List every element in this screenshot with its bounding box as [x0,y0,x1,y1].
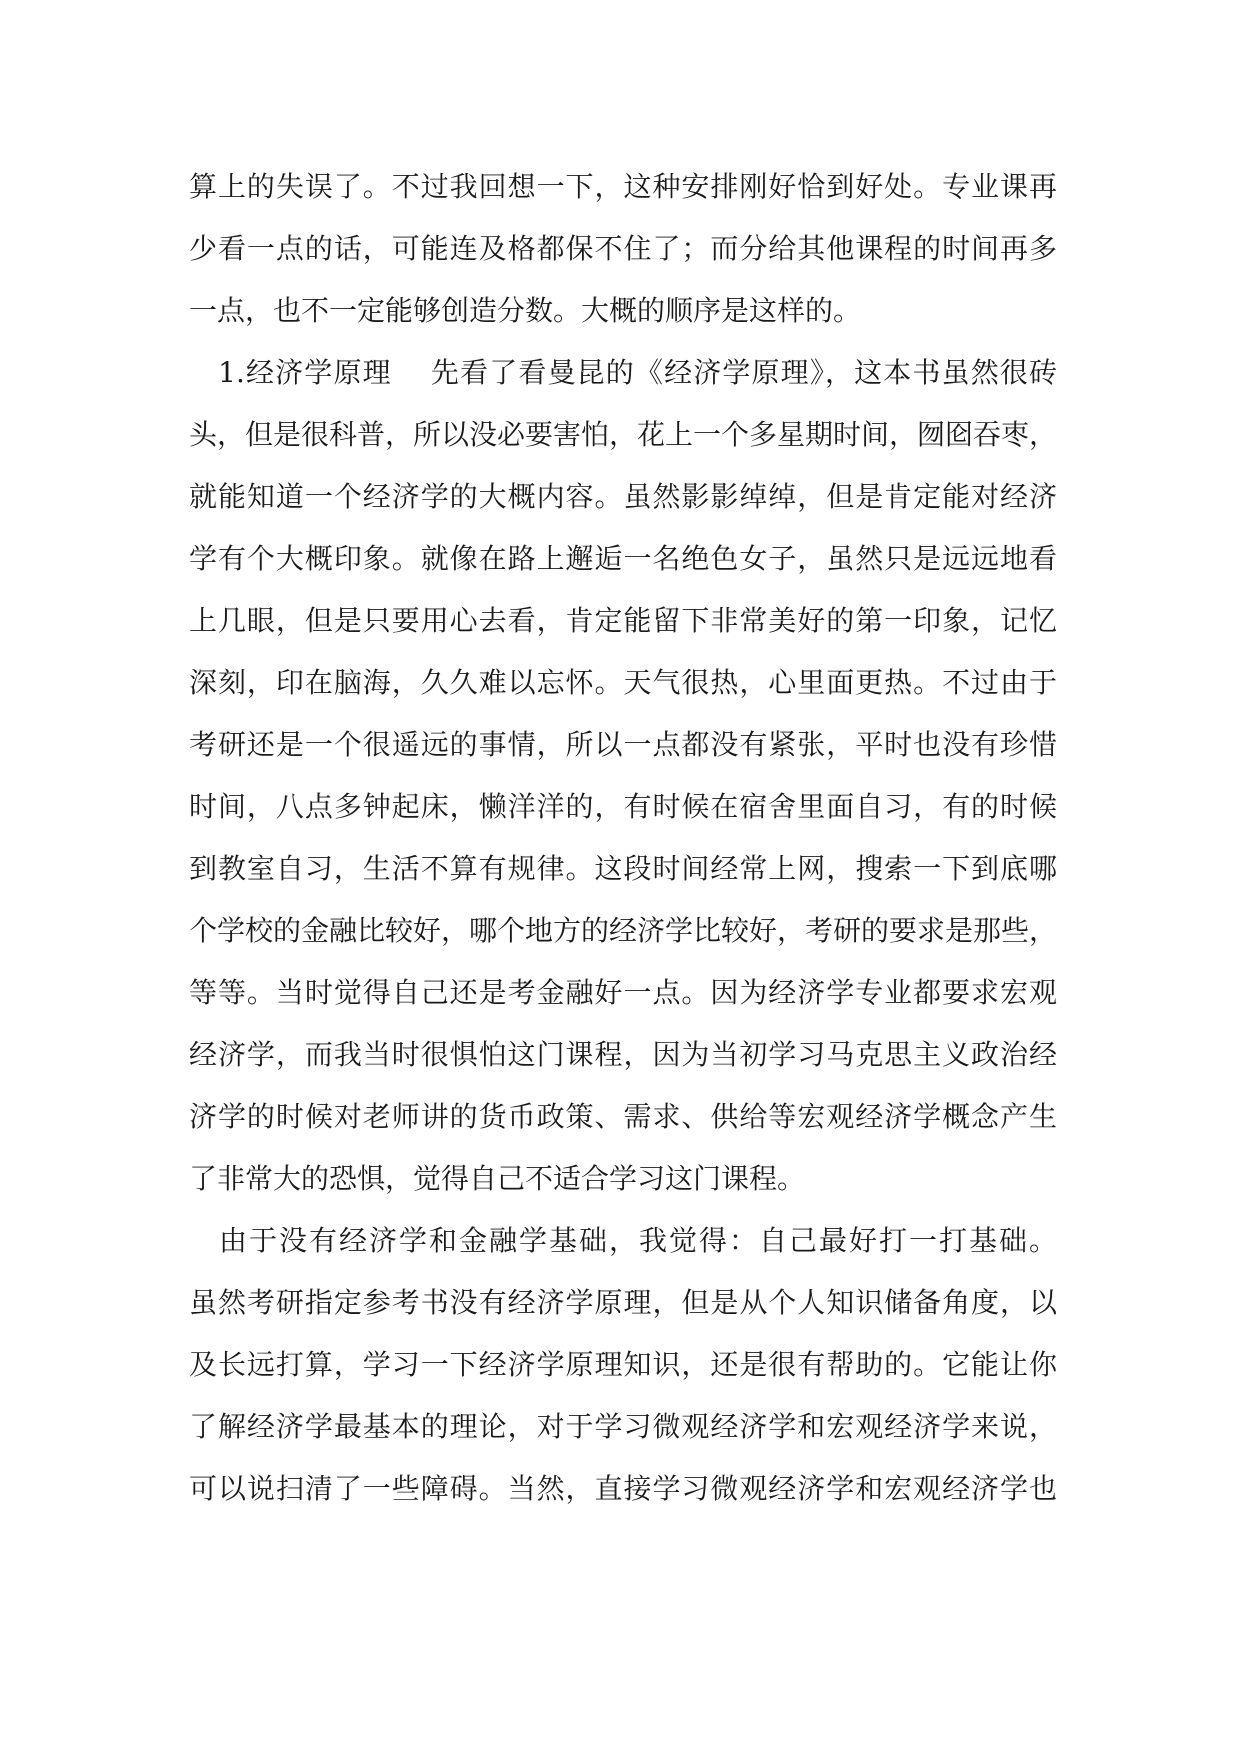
paragraph-1 [189,156,1057,342]
text-line: 经济学，而我当时很惧怕这门课程，因为当初学习马克思主义政治经 [189,1038,1057,1071]
text-line: 等等。当时觉得自己还是考金融好一点。因为经济学专业都要求宏观 [189,976,1057,1009]
text-line: 了非常大的恐惧，觉得自己不适合学习这门课程。 [189,1162,806,1195]
text-line: 可以说扫清了一些障碍。当然，直接学习微观经济学和宏观经济学也 [189,1472,1057,1505]
text-line: 济学的时候对老师讲的货币政策、需求、供给等宏观经济学概念产生 [189,1100,1057,1133]
text-line: 时间，八点多钟起床，懒洋洋的，有时候在宿舍里面自习，有的时候 [189,790,1057,823]
text-line: 算上的失误了。不过我回想一下，这种安排刚好恰到好处。专业课再 [189,170,1057,203]
text-line: 少看一点的话，可能连及格都保不住了；而分给其他课程的时间再多 [189,232,1057,265]
text-line: 深刻，印在脑海，久久难以忘怀。天气很热，心里面更热。不过由于 [189,666,1057,699]
text-line: 个学校的金融比较好，哪个地方的经济学比较好，考研的要求是那些， [189,914,1057,947]
text-line: 了解经济学最基本的理论，对于学习微观经济学和宏观经济学来说， [189,1410,1057,1443]
text-line: 学有个大概印象。就像在路上邂逅一名绝色女子，虽然只是远远地看 [189,542,1057,575]
text-line: 及长远打算，学习一下经济学原理知识，还是很有帮助的。它能让你 [189,1348,1057,1381]
text-line: 一点，也不一定能够创造分数。大概的顺序是这样的。 [189,294,862,327]
body-text [189,156,1057,1520]
text-line: 上几眼，但是只要用心去看，肯定能留下非常美好的第一印象，记忆 [189,604,1057,637]
paragraph-3 [189,1210,1057,1520]
text-line: 由于没有经济学和金融学基础，我觉得：自己最好打一打基础。 [189,1224,1057,1257]
text-line: 1.经济学原理 先看了看曼昆的《经济学原理》，这本书虽然很砖 [189,356,1057,389]
text-line: 考研还是一个很遥远的事情，所以一点都没有紧张，平时也没有珍惜 [189,728,1057,761]
text-line: 虽然考研指定参考书没有经济学原理，但是从个人知识储备角度，以 [189,1286,1057,1319]
paragraph-2 [189,342,1057,1210]
text-line: 头，但是很科普，所以没必要害怕，花上一个多星期时间，囫囵吞枣， [189,418,1057,451]
text-line: 到教室自习，生活不算有规律。这段时间经常上网，搜索一下到底哪 [189,852,1057,885]
text-line: 就能知道一个经济学的大概内容。虽然影影绰绰，但是肯定能对经济 [189,480,1057,513]
